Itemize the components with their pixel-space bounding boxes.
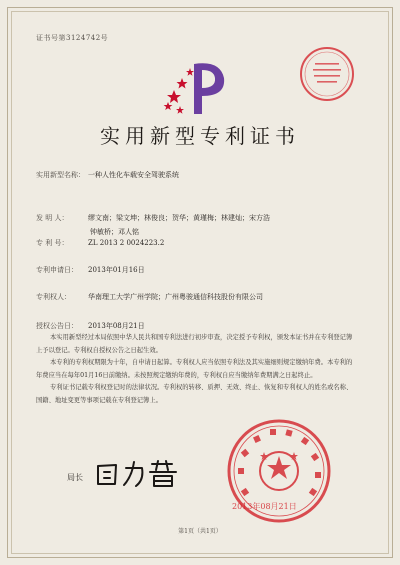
inventor-value-line1: 缪文南；梁文坤；林俊良；贺华；黄瑾梅；林建灿；宋方浩	[88, 214, 270, 222]
inventor-label: 发 明 人：	[36, 214, 69, 222]
utility-name-label: 实用新型名称：	[36, 171, 85, 179]
field-inventor	[36, 213, 270, 223]
patent-office-logo-icon	[160, 56, 232, 118]
director-label: 局长	[67, 473, 83, 482]
inventor-value-line2: 钟敏桥；邓人铭	[90, 228, 139, 236]
page-number: 第1页（共1页）	[178, 528, 222, 535]
patent-number-label: 专 利 号：	[36, 239, 69, 247]
body-paragraph: 专利证书记载专利权登记时的法律状况。专利权的转移、质押、无效、终止、恢复和专利权人的姓名或名称、国籍、地址变更等事项记载在专利登记簿上。	[36, 384, 353, 404]
small-seal-stamp	[298, 45, 356, 103]
filing-date-value: 2013年01月16日	[88, 266, 145, 274]
grant-date-value: 2013年08月21日	[88, 322, 145, 330]
field-grant-date	[36, 321, 145, 331]
certificate-number: 证书号第3124742号	[36, 34, 109, 42]
patent-number-value: ZL 2013 2 0024223.2	[88, 239, 165, 247]
body-paragraph: 本实用新型经过本局依照中华人民共和国专利法进行初步审查，决定授予专利权，颁发本证书并在专利登记簿上予以登记。专利权自授权公告之日起生效。	[36, 334, 353, 354]
body-paragraph: 本专利的专利权期限为十年，自申请日起算。专利权人应当依照专利法及其实施细则规定缴纳年费。本专利的年费应当在每年01月16日前缴纳。未按照规定缴纳年费的，专利权自应当缴纳年费期满之日起终止。	[36, 359, 353, 379]
field-filing-date	[36, 265, 145, 275]
certificate-title: 实用新型专利证书	[100, 124, 300, 148]
director-signature	[92, 458, 182, 490]
utility-name-value: 一种人性化车载安全驾驶系统	[88, 171, 179, 179]
field-patent-number	[36, 238, 164, 248]
patentee-label: 专利权人：	[36, 293, 71, 301]
seal-date: 2013年08月21日	[232, 502, 297, 511]
filing-date-label: 专利申请日：	[36, 266, 78, 274]
grant-date-label: 授权公告日：	[36, 322, 78, 330]
field-utility-name	[36, 170, 179, 180]
field-patentee	[36, 292, 263, 302]
patentee-value: 华南理工大学广州学院；广州粤骏通信科技股份有限公司	[88, 293, 263, 301]
certificate-body-text	[36, 332, 358, 407]
